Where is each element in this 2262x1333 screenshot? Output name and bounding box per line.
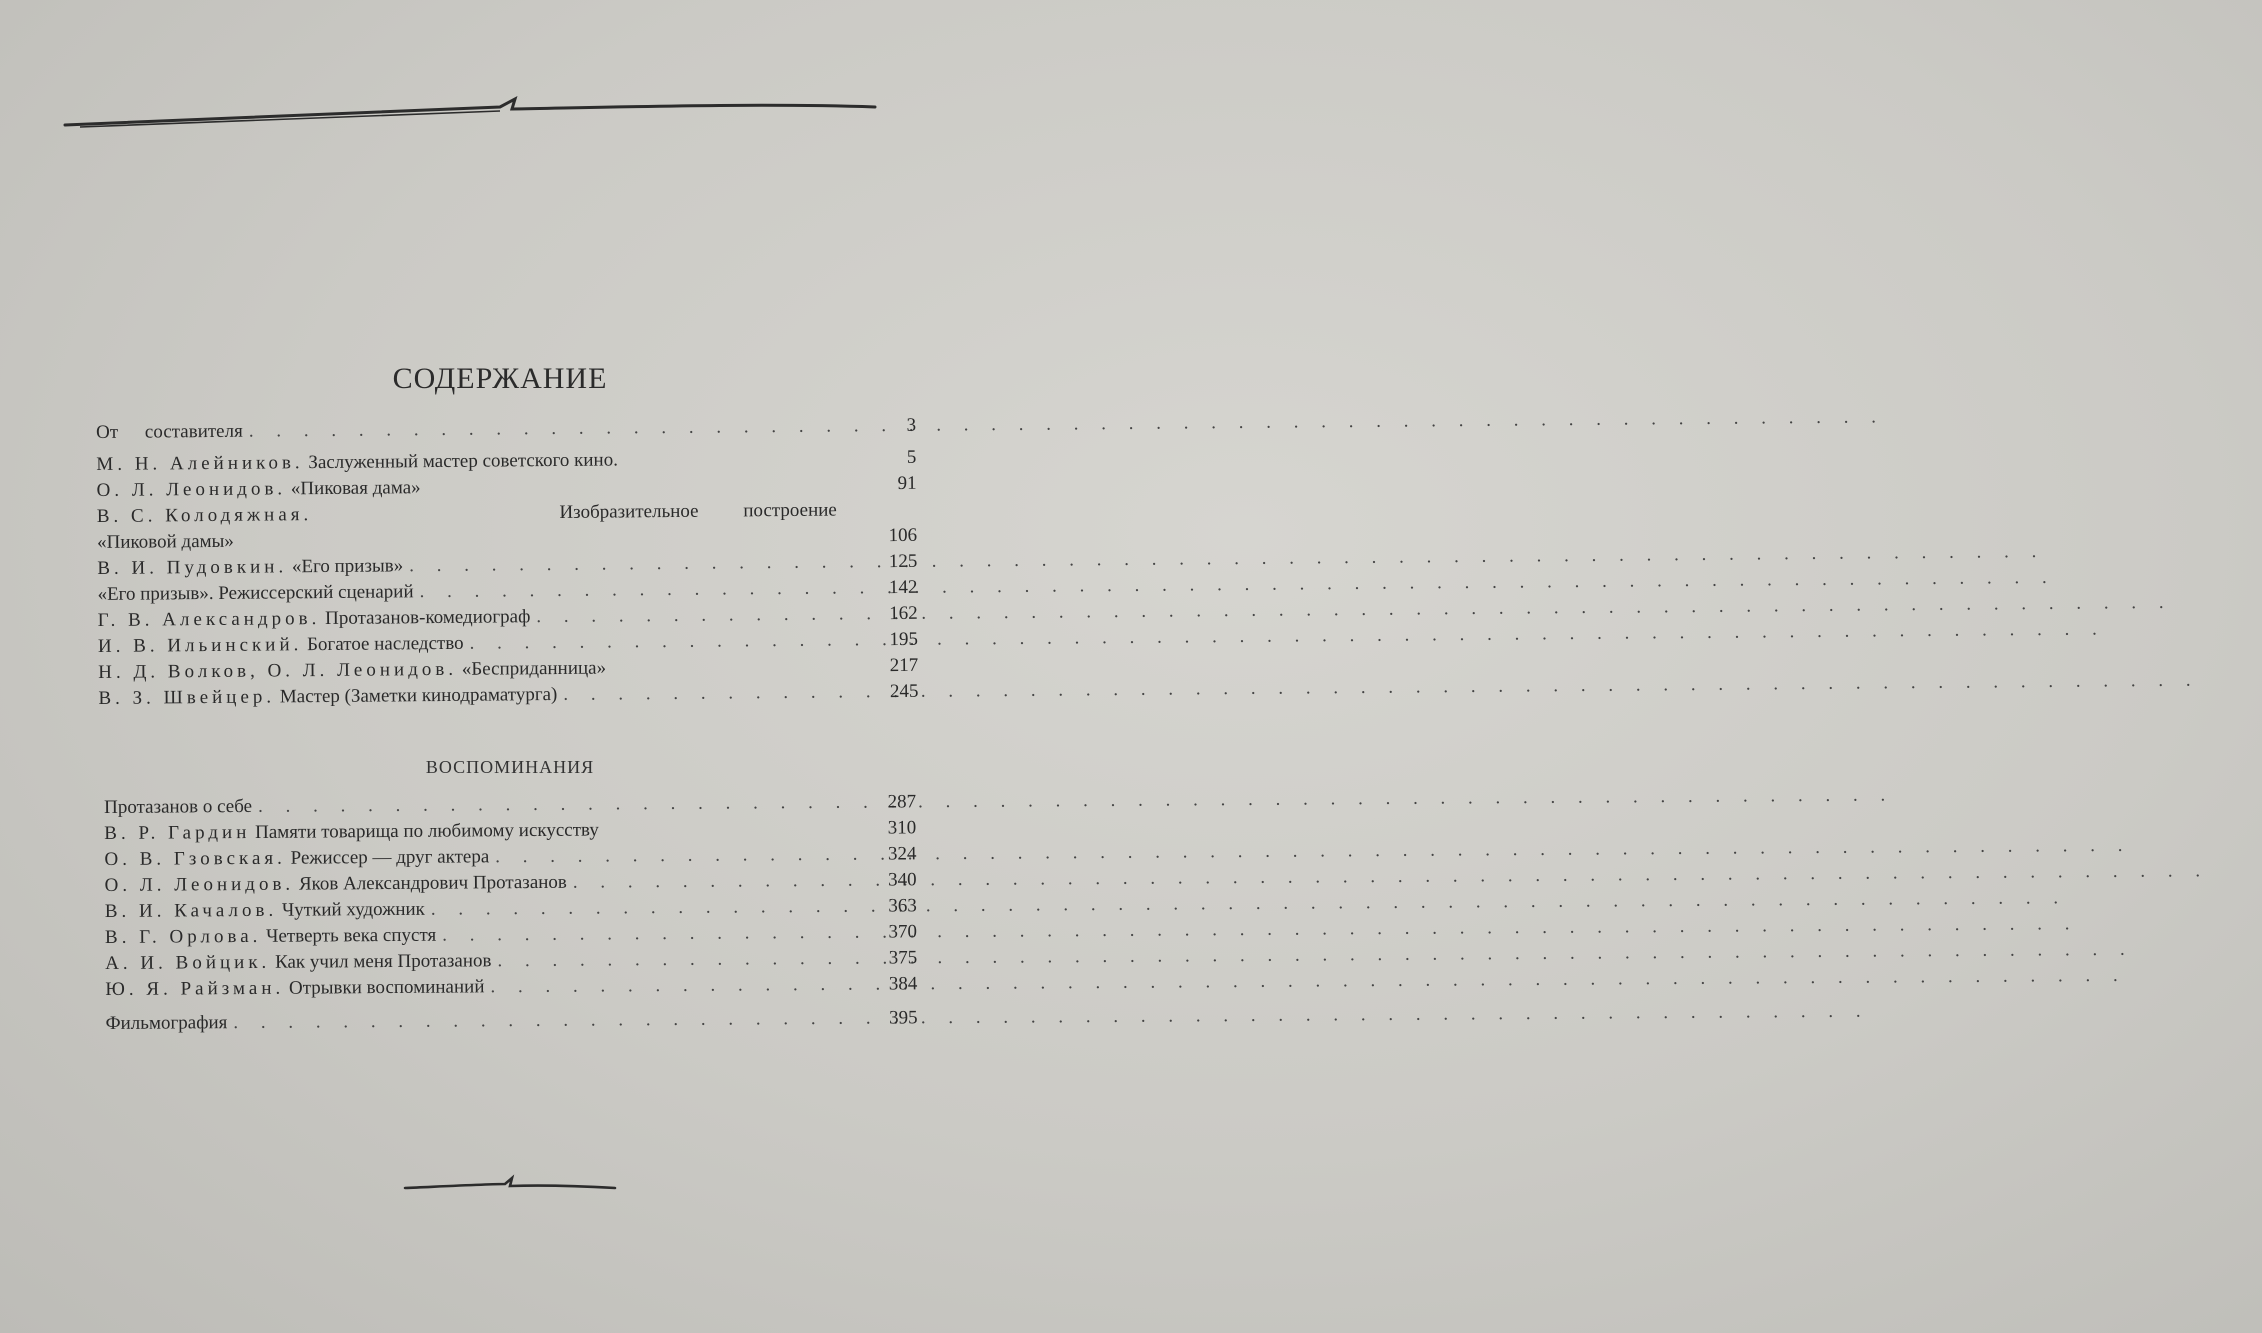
entry-author: В. И. Качалов. [104, 899, 278, 922]
entry-title: «Его призыв». Режиссерский сценарий [97, 581, 414, 605]
top-ornament-icon [60, 95, 880, 135]
entry-title: Яков Александрович Протазанов [298, 871, 567, 895]
dot-leader [403, 549, 861, 579]
entry-author: В. И. Пудовкин. [97, 556, 288, 579]
entry-title: Чуткий художник [281, 898, 425, 921]
entry-author: В. Р. Гардин [104, 821, 251, 844]
entry-title: Богатое наследство [306, 632, 464, 656]
entry-title: Протазанов-комедиограф [324, 606, 531, 630]
entry-author: М. Н. Алейников. [96, 452, 304, 475]
entry-title: Памяти товарища по любимому искусству [255, 819, 599, 843]
entry-title: Мастер (Заметки кинодраматурга) [279, 683, 558, 708]
page-number: 106 [888, 524, 918, 547]
dot-leader [413, 575, 861, 605]
entry-title: Заслуженный мастер советского кино. [308, 449, 619, 474]
page-title: СОДЕРЖАНИЕ [392, 362, 608, 395]
dot-leader [489, 842, 860, 871]
dot-leader [436, 920, 861, 949]
entry-author: О. В. Гзовская. [104, 847, 286, 870]
entry-title: Как учил меня Протазанов [274, 950, 492, 973]
page-number: 287 [887, 791, 917, 813]
page-number: 375 [888, 947, 918, 969]
entry-author: Г. В. Александров. [97, 608, 321, 631]
page-number: 310 [887, 817, 917, 839]
entry-title: Режиссер — друг актера [290, 846, 490, 869]
page-number: 142 [888, 576, 918, 599]
page-number: 3 [906, 414, 917, 436]
page-number: 245 [889, 680, 919, 703]
page-number: 363 [888, 895, 917, 917]
entry-title: От составителя [96, 420, 243, 443]
dot-leader [530, 601, 862, 630]
toc-entry[interactable] [96, 413, 916, 446]
dot-leader [557, 679, 862, 708]
dot-leader [464, 627, 863, 656]
entry-title: Протазанов о себе [104, 795, 253, 818]
entry-author: О. Л. Леонидов. [96, 478, 287, 501]
dot-leader [425, 894, 861, 923]
entry-author: В. С. Колодяжная. [96, 504, 313, 527]
toc-entry-filmography[interactable] [106, 1005, 918, 1037]
dot-leader [227, 1006, 861, 1036]
page-number: 195 [889, 628, 919, 651]
entry-author: А. И. Войцик. [105, 951, 271, 974]
bottom-ornament-icon [400, 1170, 620, 1200]
entry-author: В. Г. Орлова. [104, 925, 262, 948]
page-number: 91 [897, 472, 917, 495]
entry-title: Фильмография [105, 1012, 228, 1034]
page-number: 125 [888, 550, 918, 573]
page-number: 5 [906, 446, 917, 468]
page-number: 395 [889, 1007, 918, 1029]
entry-author: Ю. Я. Райзман. [105, 977, 285, 1000]
entry-author: Н. Д. Волков, О. Л. Леонидов. [98, 658, 458, 683]
dot-leader [243, 413, 861, 444]
toc-entry[interactable] [105, 971, 917, 1003]
dot-leader [491, 946, 861, 975]
page-number: 324 [887, 843, 917, 865]
section-title-memoirs: ВОСПОМИНАНИЯ [425, 757, 595, 777]
entry-author: И. В. Ильинский. [97, 634, 303, 657]
dot-leader [567, 868, 861, 896]
page-number: 370 [888, 921, 918, 943]
entry-title: «Его призыв» [291, 555, 404, 578]
page-number: 340 [888, 869, 917, 891]
page-number: 384 [888, 973, 918, 995]
page-number: 217 [889, 654, 919, 677]
entry-title: «Бесприданница» [461, 657, 607, 680]
entry-author: В. З. Швейцер. [98, 686, 276, 709]
page-number: 162 [889, 602, 918, 625]
toc-main-list [96, 413, 919, 712]
entry-title: «Пиковая дама» [290, 477, 421, 500]
entry-title: Отрывки воспоминаний [288, 976, 485, 999]
entry-title-continuation: «Пиковой дамы» [96, 530, 234, 553]
toc-memoirs-list [104, 789, 918, 1037]
dot-leader [484, 972, 861, 1001]
entry-author: О. Л. Леонидов. [104, 873, 295, 896]
entry-title: Четверть века спустя [266, 924, 437, 947]
entry-title: Изобразительное построение [559, 499, 837, 523]
